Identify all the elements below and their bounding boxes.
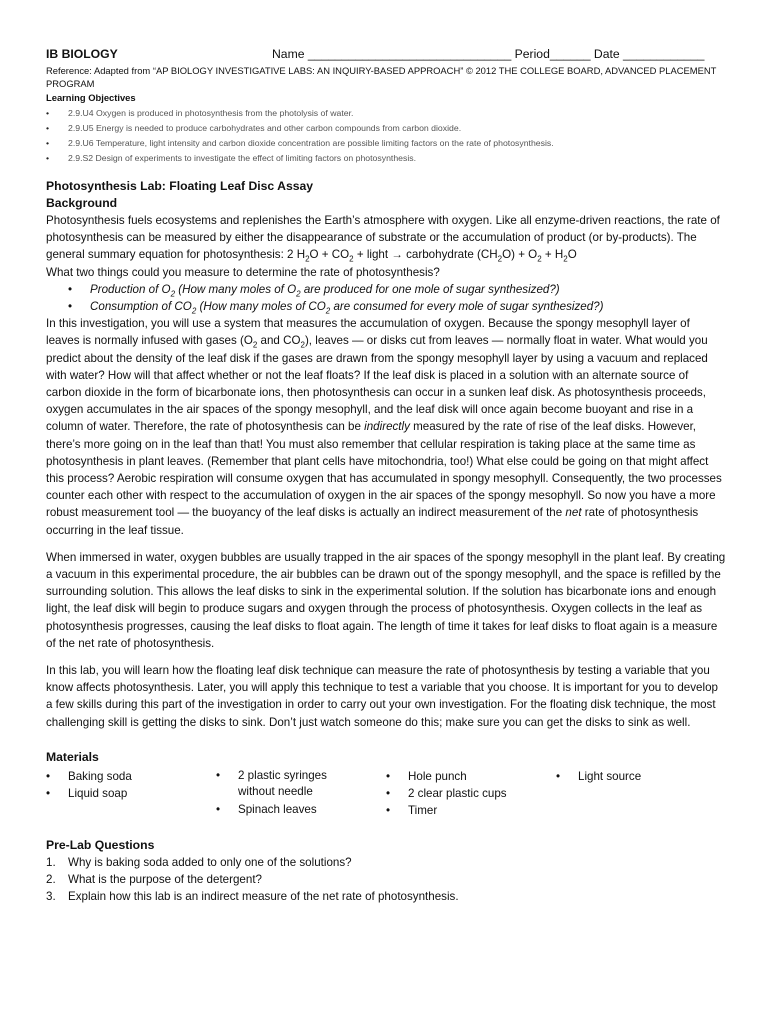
prelab-questions <box>46 854 726 906</box>
investigation-paragraph: In this investigation, you will use a system that measures the accumulation of oxygen. Because the spongy mesophyll layer of leaves is normally infused with gases ($O_2$ and $CO_2$), leaves — or disks cut from leaves — normally float in water. What would you predict about the density of the leaf disk if the gases are drawn from the spongy mesophyll layer by using a vacuum and replaced with water? How will that affect whether or not the leaf floats? If the leaf disk is placed in a solution with an alternate source of carbon dioxide in the form of bicarbonate ions, then photosynthesis can occur in a sunken leaf disk. As photosynthesis proceeds, oxygen accumulates in the air spaces of the spongy mesophyll, and the leaf disk will once again become buoyant and rise in a column of water. Therefore, the rate of photosynthesis can be indirectly measured by the rate of rise of the leaf disks. However, there’s more going on in the leaf than that! You must also remember that cellular respiration is taking place at the same time as photosynthesis in plant leaves. (Remember that plant cells have mitochondria, too!) What else could be going on that might affect this process? Aerobic respiration will consume oxygen that has accumulated in spongy mesophyll. Consequently, the two processes counter each other with respect to the accumulation of oxygen in the air spaces of the spongy mesophyll. So now you have a more robust measurement tool — the buoyancy of the leaf disks is actually an indirect measurement of the net rate of photosynthesis occurring in the leaf tissue. <box>46 317 722 537</box>
objective-item: • 2.9.U5 Energy is needed to produce carbohydrates and other carbon compounds from carbon dioxide. <box>46 121 726 136</box>
background-heading: Background <box>46 196 118 210</box>
consumption-co2-bullet: • Consumption of $CO_2$ (How many moles of $CO_2$ are consumed for every mole of sugar synthesized?) <box>46 298 726 315</box>
materials-column <box>386 768 556 820</box>
material-item: • Baking soda <box>46 768 216 785</box>
prelab-heading: Pre-Lab Questions <box>46 837 155 852</box>
course-title: IB BIOLOGY <box>46 47 118 61</box>
materials-column <box>556 768 726 820</box>
intro-paragraph: Photosynthesis fuels ecosystems and replenishes the Earth’s atmosphere with oxygen. Like all enzyme-driven reactions, the rate of photosynthesis can be measured by either the disappearance of substrate or the accumulation of product (or by-products). The general summary equation for photosynthesis: 2 $H_2O + CO_2$ + light → carbohydrate $(CH_2O) + O_2 + H_2O$ <box>46 214 720 264</box>
prelab-question: 1. Why is baking soda added to only one of the solutions? <box>46 855 352 869</box>
material-item: • Spinach leaves <box>216 801 386 818</box>
material-item: • Hole punch <box>386 768 556 785</box>
production-o2-bullet: • Production of $O_2$ (How many moles of $O_2$ are produced for one mole of sugar synthesized?) <box>46 281 726 298</box>
objective-item: • 2.9.U6 Temperature, light intensity and carbon dioxide concentration are possible limiting factors on the rate of photosynthesis. <box>46 136 726 151</box>
materials-heading: Materials <box>46 749 99 764</box>
technique-paragraph: In this lab, you will learn how the floating leaf disk technique can measure the rate of photosynthesis by testing a variable that you know affects photosynthesis. Later, you will apply this technique to test a variable that you choose. It is important for you to develop a few skills during this part of the investigation in order to carry out your own investigation. For the floating disk technique, the most challenging skill is getting the disks to sink. Don’t just watch someone do this; make sure you can get the disks to sink as well. <box>46 664 718 729</box>
material-item: • 2 plastic syringes without needle <box>216 768 386 800</box>
reference-line: Reference: Adapted from “AP BIOLOGY INVESTIGATIVE LABS: AN INQUIRY-BASED APPROACH” © 2012 THE COLLEGE BOARD, ADVANCED PLACEMENT PROGRAM <box>46 65 717 89</box>
material-item: • 2 clear plastic cups <box>386 785 556 802</box>
worksheet-header <box>46 47 726 63</box>
learning-objectives-title: Learning Objectives <box>46 92 136 103</box>
prelab-question: 3. Explain how this lab is an indirect measure of the net rate of photosynthesis. <box>46 889 459 903</box>
material-item: • Liquid soap <box>46 785 216 802</box>
objective-item: • 2.9.U4 Oxygen is produced in photosynthesis from the photolysis of water. <box>46 106 726 121</box>
vacuum-paragraph: When immersed in water, oxygen bubbles are usually trapped in the air spaces of the spongy mesophyll in the plant leaf. By creating a vacuum in this experimental procedure, the air bubbles can be drawn out of the spongy mesophyll, and the space is refilled by the surrounding solution. This allows the leaf disks to sink in the experimental solution. If the solution has bicarbonate ions and enough light, the leaf disk will begin to produce sugars and oxygen through the process of photosynthesis. Oxygen collects in the leaf as photosynthesis progresses, causing the leaf disks to float again. The length of time it takes for leaf disks to float again is a measure of the net rate of photosynthesis. <box>46 550 726 650</box>
material-item: • Light source <box>556 768 726 785</box>
materials-column <box>216 768 386 820</box>
lab-title: Photosynthesis Lab: Floating Leaf Disc Assay <box>46 179 314 193</box>
material-item: • Timer <box>386 802 556 819</box>
prelab-question: 2. What is the purpose of the detergent? <box>46 872 262 886</box>
materials-column <box>46 768 216 820</box>
name-period-date-fields: Name ______________________________ Period______ Date ____________ <box>272 47 705 61</box>
measurement-bullets <box>46 281 726 315</box>
objective-item: • 2.9.S2 Design of experiments to investigate the effect of limiting factors on photosynthesis. <box>46 151 726 166</box>
worksheet-page <box>46 47 726 905</box>
learning-objectives-list <box>46 106 726 166</box>
materials-list <box>46 768 726 820</box>
measure-question: What two things could you measure to determine the rate of photosynthesis? <box>46 265 440 279</box>
